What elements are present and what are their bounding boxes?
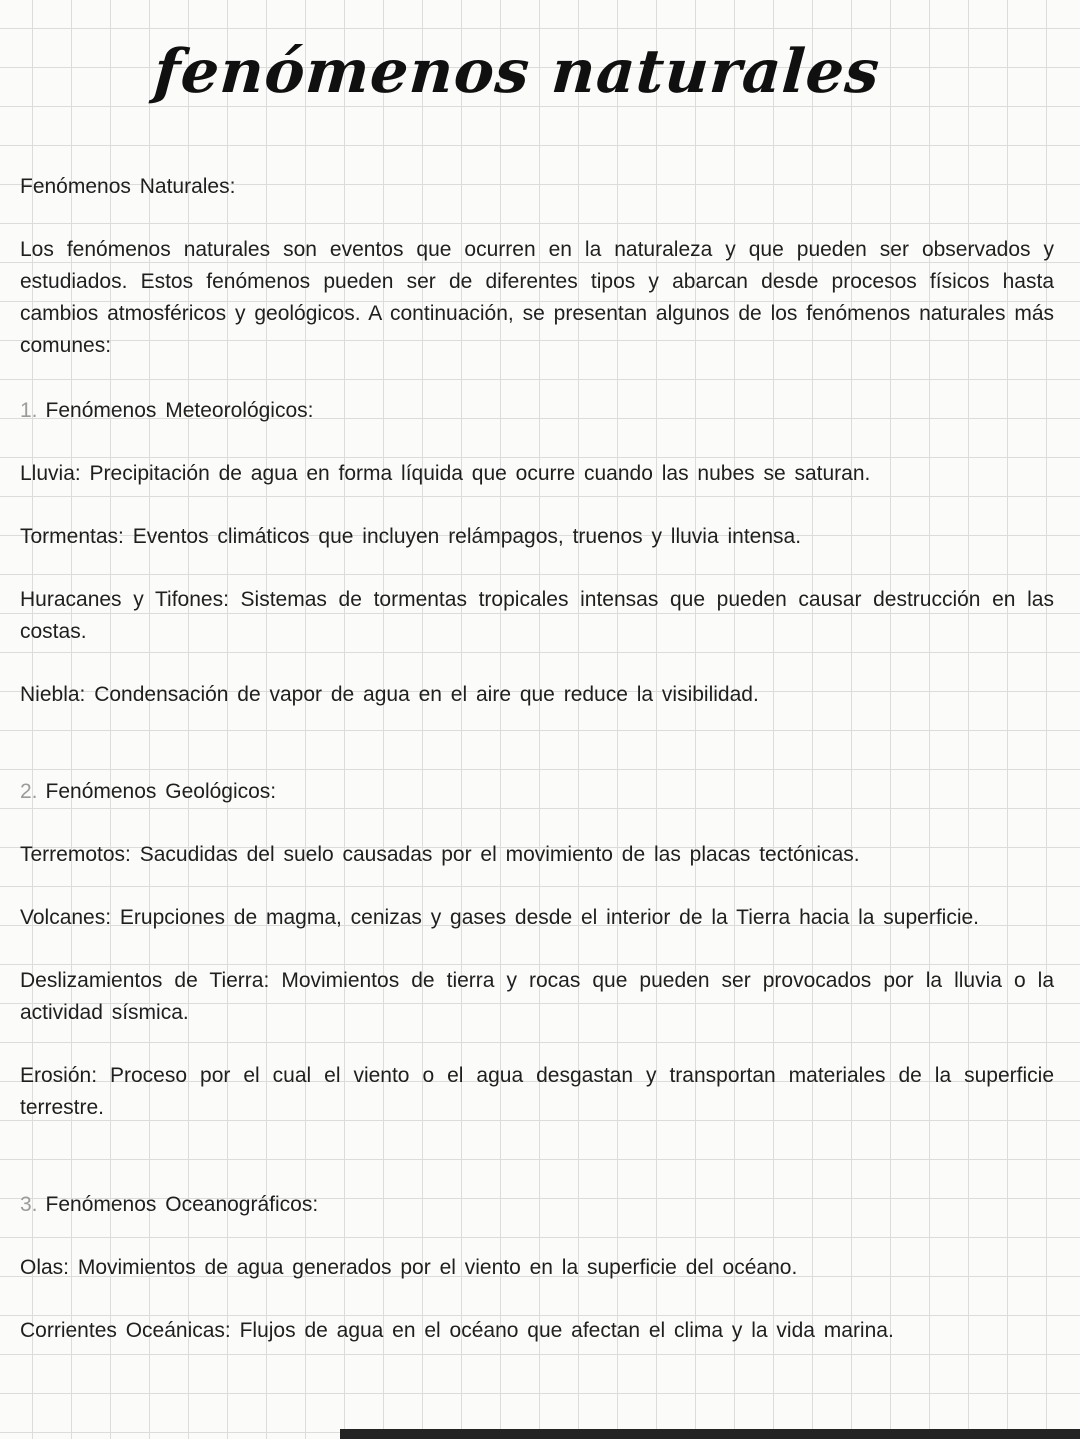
item-paragraph-lluvia: Lluvia: Precipitación de agua en forma líquida que ocurre cuando las nubes se saturan. xyxy=(20,462,871,485)
item-paragraph-olas: Olas: Movimientos de agua generados por el viento en la superficie del océano. xyxy=(20,1256,798,1279)
item-paragraph-deslizamientos: Deslizamientos de Tierra: Movimientos de tierra y rocas que pueden ser provocados por la lluvia o la actividad sísmica. xyxy=(20,969,1054,1024)
section-number: 1. xyxy=(20,399,38,422)
item-paragraph-niebla: Niebla: Condensación de vapor de agua en el aire que reduce la visibilidad. xyxy=(20,683,759,706)
item-paragraph-erosion: Erosión: Proceso por el cual el viento o el agua desgastan y transportan materiales de la superficie terrestre. xyxy=(20,1064,1054,1119)
section-heading-text: Fenómenos Meteorológicos: xyxy=(45,399,314,422)
section-number: 3. xyxy=(20,1193,38,1216)
item-paragraph-huracanes: Huracanes y Tifones: Sistemas de tormentas tropicales intensas que pueden causar destrucción en las costas. xyxy=(20,588,1054,643)
intro-paragraph: Los fenómenos naturales son eventos que ocurren en la naturaleza y que pueden ser observados y estudiados. Estos fenómenos pueden ser de diferentes tipos y abarcan desde procesos físicos hasta cambios atmosféricos y geológicos. A continuación, se presentan algunos de los fenómenos naturales más comunes: xyxy=(20,238,1054,357)
intro-label: Fenómenos Naturales: xyxy=(20,175,236,198)
section-heading-text: Fenómenos Oceanográficos: xyxy=(45,1193,319,1216)
section-heading-text: Fenómenos Geológicos: xyxy=(45,780,277,803)
section-heading-oceanograficos xyxy=(20,1189,1054,1221)
item-paragraph-corrientes: Corrientes Oceánicas: Flujos de agua en el océano que afectan el clima y la vida marina. xyxy=(20,1319,894,1342)
bottom-bar xyxy=(340,1429,1080,1439)
section-number: 2. xyxy=(20,780,38,803)
section-heading-meteorologicos xyxy=(20,395,1054,427)
page-title: fenómenos naturales xyxy=(151,37,883,107)
item-paragraph-tormentas: Tormentas: Eventos climáticos que incluyen relámpagos, truenos y lluvia intensa. xyxy=(20,525,802,548)
item-paragraph-volcanes: Volcanes: Erupciones de magma, cenizas y gases desde el interior de la Tierra hacia la superficie. xyxy=(20,906,979,929)
item-paragraph-terremotos: Terremotos: Sacudidas del suelo causadas por el movimiento de las placas tectónicas. xyxy=(20,843,860,866)
section-heading-geologicos xyxy=(20,776,1054,808)
